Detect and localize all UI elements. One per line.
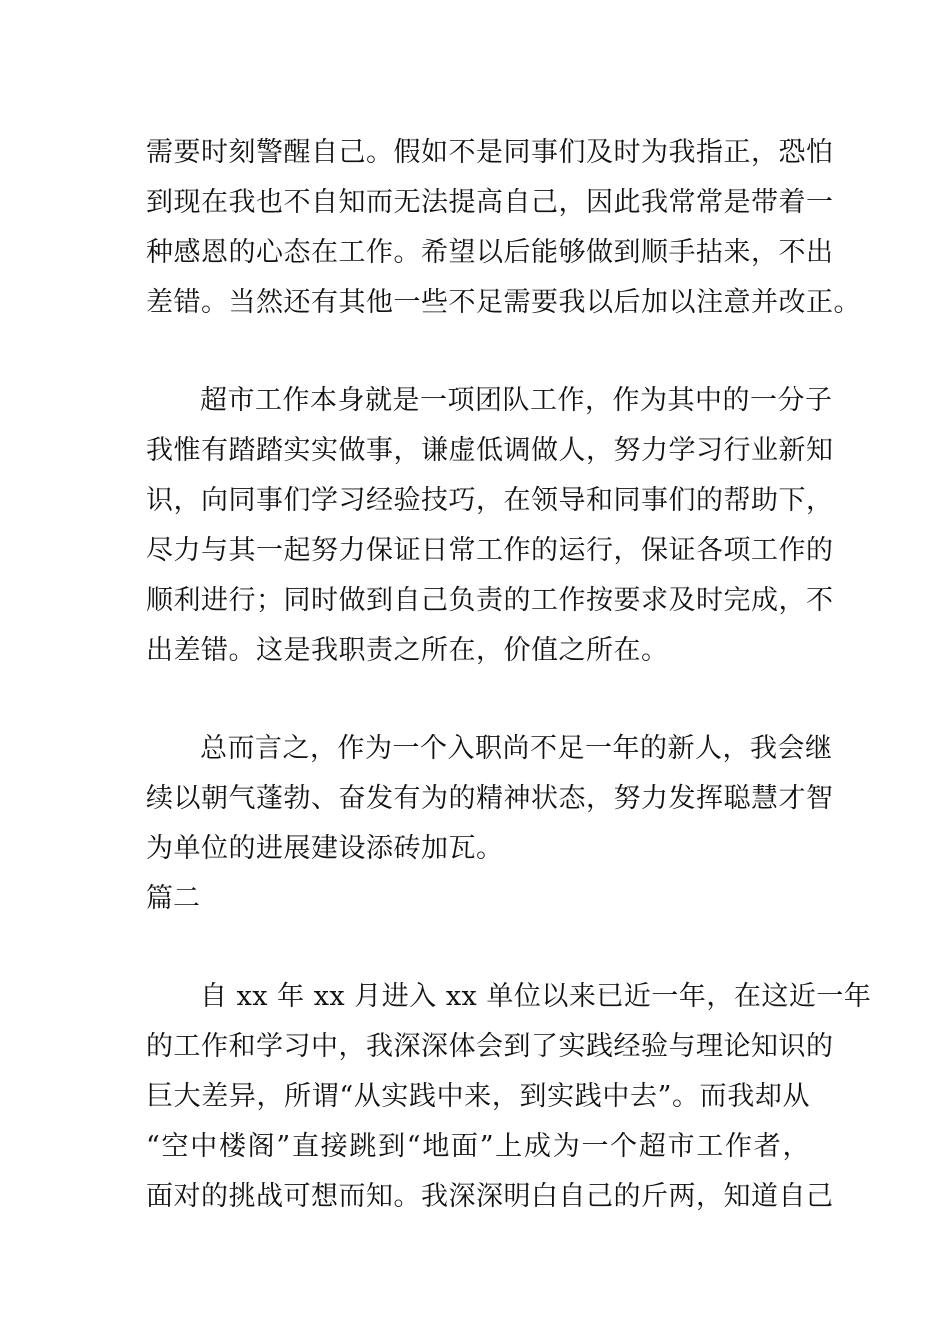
text-line: 总而言之，作为一个入职尚不足一年的新人，我会继 <box>200 733 833 764</box>
paragraph-4 <box>146 972 872 1222</box>
text-line: 出差错。这是我职责之所在，价值之所在。 <box>146 635 669 666</box>
paragraph-gap <box>146 328 810 376</box>
paragraph-1 <box>146 128 861 328</box>
text-line: 识，向同事们学习经验技巧，在领导和同事们的帮助下， <box>146 485 834 516</box>
text-line: 需要时刻警醒自己。假如不是同事们及时为我指正，恐怕 <box>146 137 834 168</box>
text-line: 自 xx 年 xx 月进入 xx 单位以来已近一年，在这近一年 <box>200 981 872 1012</box>
paragraph-3 <box>146 724 834 874</box>
text-line: 超市工作本身就是一项团队工作，作为其中的一分子 <box>200 385 833 416</box>
text-line: 种感恩的心态在工作。希望以后能够做到顺手拈来，不出 <box>146 237 834 268</box>
text-line: 我惟有踏踏实实做事，谦虚低调做人，努力学习行业新知 <box>146 435 834 466</box>
text-line: 差错。当然还有其他一些不足需要我以后加以注意并改正。 <box>146 287 861 318</box>
paragraph-gap <box>146 676 810 724</box>
text-line: 巨大差异，所谓“从实践中来，到实践中去”。而我却从 <box>146 1081 810 1112</box>
text-line: 面对的挑战可想而知。我深深明白自己的斤两，知道自己 <box>146 1181 834 1212</box>
paragraph-gap <box>146 924 810 972</box>
document-page <box>146 128 872 1222</box>
text-line: 的工作和学习中，我深深体会到了实践经验与理论知识的 <box>146 1031 834 1062</box>
text-line: 到现在我也不自知而无法提高自己，因此我常常是带着一 <box>146 187 834 218</box>
text-line: 续以朝气蓬勃、奋发有为的精神状态，努力发挥聪慧才智 <box>146 783 834 814</box>
text-line: 为单位的进展建设添砖加瓦。 <box>146 833 504 864</box>
text-line: 尽力与其一起努力保证日常工作的运行，保证各项工作的 <box>146 535 834 566</box>
text-line: 顺利进行；同时做到自己负责的工作按要求及时完成，不 <box>146 585 834 616</box>
section-heading: 篇二 <box>146 883 200 914</box>
text-line: “空中楼阁”直接跳到“地面”上成为一个超市工作者， <box>146 1131 810 1162</box>
paragraph-2 <box>146 376 834 676</box>
